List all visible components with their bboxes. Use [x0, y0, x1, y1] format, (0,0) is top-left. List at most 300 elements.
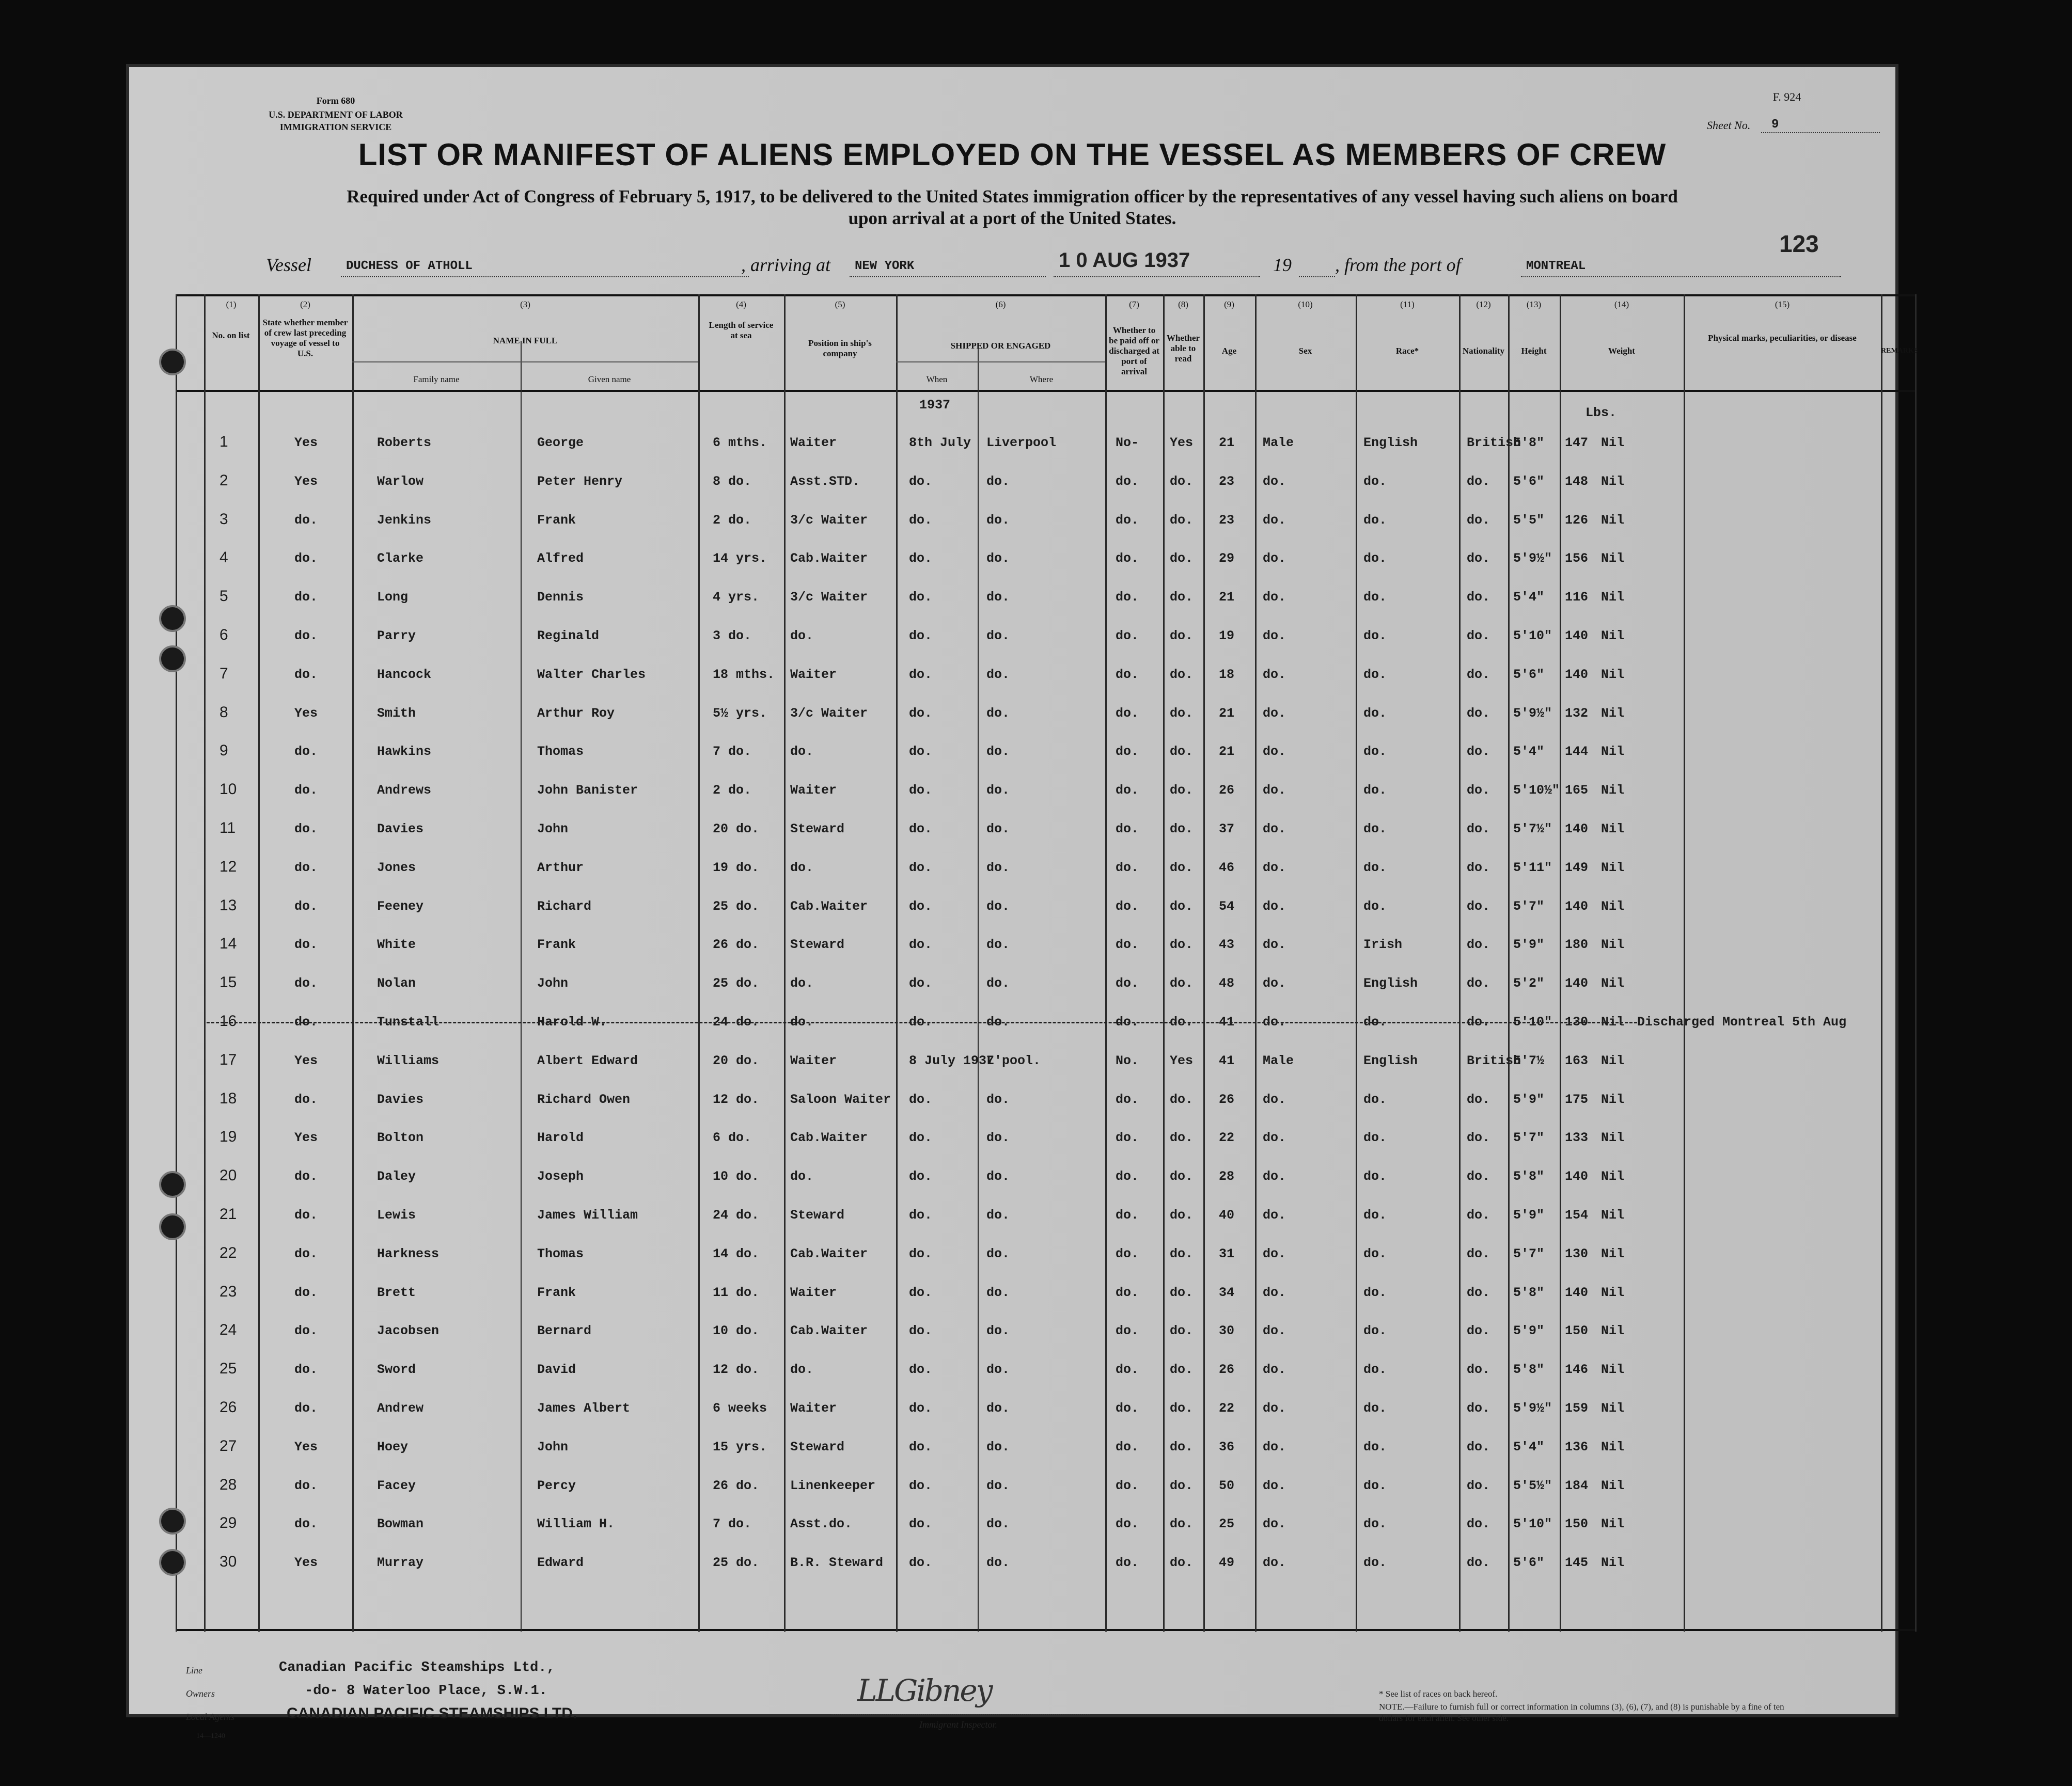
- shipped-when-cell: do.: [909, 705, 933, 721]
- able-read-cell: do.: [1170, 667, 1194, 682]
- age-cell: 30: [1219, 1323, 1235, 1339]
- position-cell: do.: [790, 1169, 814, 1184]
- service-length-cell: 10 do.: [713, 1169, 760, 1184]
- sex-cell: do.: [1263, 1516, 1286, 1532]
- row-number: 11: [219, 819, 236, 836]
- row-number: 2: [219, 471, 228, 489]
- age-cell: 50: [1219, 1478, 1235, 1493]
- able-read-cell: do.: [1170, 1401, 1194, 1416]
- weight-cell: 116: [1565, 590, 1589, 605]
- table-row: [176, 1464, 1916, 1502]
- service-length-cell: 8 do.: [713, 473, 752, 489]
- row-number: 28: [219, 1476, 237, 1493]
- state-cell: do.: [294, 1169, 318, 1184]
- header-family-name: Family name: [413, 374, 460, 384]
- shipped-where-cell: do.: [986, 628, 1010, 643]
- weight-cell: 126: [1565, 512, 1589, 528]
- row-number: 29: [219, 1514, 237, 1532]
- height-cell: 5'9½": [1513, 705, 1552, 721]
- note-penalty: NOTE.—Failure to furnish full or correct information in columns (3), (6), (7), and (8) is punishable by a fine of ten dollars for each alien. See other side.: [1379, 1702, 1784, 1723]
- service-length-cell: 26 do.: [713, 1478, 760, 1493]
- family-name-cell: Hawkins: [377, 744, 432, 760]
- header-race: Race*: [1395, 346, 1419, 356]
- family-name-cell: Jenkins: [377, 512, 432, 528]
- age-cell: 37: [1219, 821, 1235, 836]
- race-cell: do.: [1363, 1015, 1387, 1030]
- age-cell: 28: [1219, 1169, 1235, 1184]
- paid-off-cell: do.: [1116, 628, 1139, 643]
- row-number: 12: [219, 858, 237, 875]
- nationality-cell: do.: [1467, 783, 1490, 798]
- physical-marks-cell: Nil: [1601, 667, 1625, 682]
- given-name-cell: Arthur Roy: [537, 705, 615, 721]
- row-number: 9: [219, 742, 228, 760]
- service-length-cell: 2 do.: [713, 512, 752, 528]
- shipped-where-cell: do.: [986, 551, 1010, 566]
- race-cell: do.: [1363, 1362, 1387, 1378]
- height-cell: 5'7": [1513, 898, 1545, 914]
- weight-cell: 163: [1565, 1053, 1589, 1068]
- able-read-cell: do.: [1170, 937, 1194, 953]
- position-cell: Asst.do.: [790, 1516, 853, 1532]
- weight-cell: 156: [1565, 551, 1589, 566]
- family-name-cell: Bowman: [377, 1516, 424, 1532]
- shipped-when-cell: do.: [909, 1285, 933, 1300]
- height-cell: 5'9": [1513, 1092, 1545, 1107]
- given-name-cell: Richard: [537, 898, 592, 914]
- service-length-cell: 7 do.: [713, 1516, 752, 1532]
- shipped-when-cell: do.: [909, 1555, 933, 1571]
- sex-cell: do.: [1263, 628, 1286, 643]
- height-cell: 5'9": [1513, 937, 1545, 953]
- paid-off-cell: do.: [1116, 937, 1139, 953]
- able-read-cell: do.: [1170, 1130, 1194, 1146]
- position-cell: Steward: [790, 821, 845, 836]
- given-name-cell: David: [537, 1362, 576, 1378]
- shipped-when-cell: do.: [909, 473, 933, 489]
- service-length-cell: 24 do.: [713, 1208, 760, 1223]
- department-name: U.S. DEPARTMENT OF LABOR: [269, 109, 403, 120]
- age-cell: 36: [1219, 1439, 1235, 1455]
- inspector-label: Immigrant Inspector.: [919, 1719, 997, 1730]
- weight-cell: 140: [1565, 628, 1589, 643]
- physical-marks-cell: Nil: [1601, 435, 1625, 450]
- row-number: 24: [219, 1321, 237, 1339]
- state-cell: Yes: [294, 473, 318, 489]
- age-cell: 41: [1219, 1053, 1235, 1068]
- race-cell: do.: [1363, 1130, 1387, 1146]
- state-cell: do.: [294, 744, 318, 760]
- family-name-cell: Warlow: [377, 473, 424, 489]
- family-name-cell: Long: [377, 590, 409, 605]
- able-read-cell: do.: [1170, 783, 1194, 798]
- row-number: 10: [219, 781, 237, 798]
- family-name-cell: Davies: [377, 1092, 424, 1107]
- service-length-cell: 4 yrs.: [713, 590, 760, 605]
- agents-value: CANADIAN PACIFIC STEAMSHIPS LTD.: [287, 1705, 577, 1722]
- paid-off-cell: do.: [1116, 1439, 1139, 1455]
- given-name-cell: Thomas: [537, 1246, 584, 1261]
- race-cell: do.: [1363, 512, 1387, 528]
- shipped-where-cell: do.: [986, 1362, 1010, 1378]
- able-read-cell: do.: [1170, 1323, 1194, 1339]
- nationality-cell: do.: [1467, 1015, 1490, 1030]
- family-name-cell: Feeney: [377, 898, 424, 914]
- physical-marks-cell: Nil: [1601, 1053, 1625, 1068]
- shipped-when-cell: do.: [909, 860, 933, 875]
- service-length-cell: 7 do.: [713, 744, 752, 760]
- given-name-cell: George: [537, 435, 584, 450]
- age-cell: 21: [1219, 590, 1235, 605]
- nationality-cell: do.: [1467, 1285, 1490, 1300]
- colnum-11: (11): [1400, 299, 1415, 309]
- age-cell: 40: [1219, 1208, 1235, 1223]
- shipped-where-cell: do.: [986, 1516, 1010, 1532]
- header-where: Where: [1029, 374, 1054, 384]
- header-nationality: Nationality: [1462, 346, 1505, 356]
- shipped-where-cell: do.: [986, 1478, 1010, 1493]
- race-cell: do.: [1363, 1516, 1387, 1532]
- header-no-on-list: No. on list: [212, 330, 250, 340]
- given-name-cell: Peter Henry: [537, 473, 623, 489]
- able-read-cell: do.: [1170, 821, 1194, 836]
- state-cell: do.: [294, 1246, 318, 1261]
- nationality-cell: do.: [1467, 1439, 1490, 1455]
- colnum-1: (1): [226, 299, 237, 309]
- family-name-cell: Williams: [377, 1053, 439, 1068]
- height-cell: 5'7½": [1513, 821, 1552, 836]
- shipped-when-cell: do.: [909, 590, 933, 605]
- table-row: [176, 1271, 1916, 1309]
- sex-cell: do.: [1263, 1555, 1286, 1571]
- shipped-when-cell: do.: [909, 1169, 933, 1184]
- service-length-cell: 3 do.: [713, 628, 752, 643]
- nationality-cell: British: [1467, 435, 1521, 450]
- row-number: 8: [219, 703, 228, 721]
- shipped-when-cell: 8 July 1937: [909, 1053, 995, 1068]
- physical-marks-cell: Nil: [1601, 1401, 1625, 1416]
- race-cell: do.: [1363, 744, 1387, 760]
- service-length-cell: 10 do.: [713, 1323, 760, 1339]
- service-length-cell: 20 do.: [713, 821, 760, 836]
- paid-off-cell: do.: [1116, 1092, 1139, 1107]
- sex-cell: do.: [1263, 1285, 1286, 1300]
- sex-cell: do.: [1263, 1015, 1286, 1030]
- shipped-when-cell: do.: [909, 937, 933, 953]
- given-name-cell: Harold W.: [537, 1015, 607, 1030]
- age-cell: 41: [1219, 1015, 1235, 1030]
- shipped-when-cell: do.: [909, 783, 933, 798]
- family-name-cell: Facey: [377, 1478, 416, 1493]
- sex-cell: do.: [1263, 1439, 1286, 1455]
- state-cell: do.: [294, 551, 318, 566]
- row-number: 5: [219, 588, 228, 605]
- given-name-cell: William H.: [537, 1516, 615, 1532]
- weight-cell: 140: [1565, 667, 1589, 682]
- weight-cell: 148: [1565, 473, 1589, 489]
- shipped-when-cell: do.: [909, 1015, 933, 1030]
- height-cell: 5'9½": [1513, 551, 1552, 566]
- nationality-cell: do.: [1467, 1246, 1490, 1261]
- row-number: 26: [219, 1399, 237, 1416]
- given-name-cell: Edward: [537, 1555, 584, 1571]
- row-number: 17: [219, 1051, 237, 1068]
- shipped-where-cell: do.: [986, 1015, 1010, 1030]
- position-cell: Steward: [790, 937, 845, 953]
- nationality-cell: do.: [1467, 1323, 1490, 1339]
- given-name-cell: Joseph: [537, 1169, 584, 1184]
- table-row: [176, 1039, 1916, 1077]
- shipped-when-cell: do.: [909, 1323, 933, 1339]
- paid-off-cell: do.: [1116, 1285, 1139, 1300]
- race-cell: do.: [1363, 1169, 1387, 1184]
- nationality-cell: do.: [1467, 551, 1490, 566]
- table-row: [176, 1193, 1916, 1231]
- row-number: 14: [219, 935, 237, 953]
- date-line: [1054, 276, 1260, 277]
- paid-off-cell: do.: [1116, 1555, 1139, 1571]
- family-name-cell: Lewis: [377, 1208, 416, 1223]
- given-name-cell: Frank: [537, 512, 576, 528]
- table-row: [176, 653, 1916, 691]
- table-row: [176, 846, 1916, 884]
- date-stamp: 1 0 AUG 1937: [1059, 249, 1190, 272]
- line-label: Line: [186, 1665, 203, 1676]
- sex-cell: do.: [1263, 1130, 1286, 1146]
- state-cell: do.: [294, 937, 318, 953]
- from-line: [1521, 276, 1841, 277]
- row-number: 15: [219, 974, 237, 991]
- height-cell: 5'6": [1513, 1555, 1545, 1571]
- state-cell: Yes: [294, 1555, 318, 1571]
- page-title: LIST OR MANIFEST OF ALIENS EMPLOYED ON THE VESSEL AS MEMBERS OF CREW: [358, 137, 1667, 172]
- age-cell: 34: [1219, 1285, 1235, 1300]
- service-length-cell: 25 do.: [713, 1555, 760, 1571]
- row-number: 13: [219, 896, 237, 914]
- height-cell: 5'9": [1513, 1208, 1545, 1223]
- age-cell: 21: [1219, 435, 1235, 450]
- shipped-when-cell: do.: [909, 1208, 933, 1223]
- paid-off-cell: do.: [1116, 1362, 1139, 1378]
- weight-cell: 140: [1565, 898, 1589, 914]
- weight-cell: 175: [1565, 1092, 1589, 1107]
- shipped-where-cell: do.: [986, 976, 1010, 991]
- race-cell: do.: [1363, 783, 1387, 798]
- service-length-cell: 26 do.: [713, 937, 760, 953]
- shipped-where-cell: do.: [986, 512, 1010, 528]
- row-number: 3: [219, 510, 228, 528]
- age-cell: 21: [1219, 744, 1235, 760]
- weight-cell: 159: [1565, 1401, 1589, 1416]
- position-cell: Cab.Waiter: [790, 551, 868, 566]
- service-length-cell: 6 weeks: [713, 1401, 767, 1416]
- punch-hole: [159, 645, 186, 672]
- height-cell: 5'10": [1513, 1015, 1552, 1030]
- family-name-cell: Andrews: [377, 783, 432, 798]
- nationality-cell: do.: [1467, 898, 1490, 914]
- shipped-when-cell: do.: [909, 1246, 933, 1261]
- state-cell: Yes: [294, 1439, 318, 1455]
- table-row: [176, 614, 1916, 652]
- height-cell: 5'9": [1513, 1323, 1545, 1339]
- nationality-cell: do.: [1467, 1169, 1490, 1184]
- race-cell: do.: [1363, 1246, 1387, 1261]
- height-cell: 5'2": [1513, 976, 1545, 991]
- service-length-cell: 11 do.: [713, 1285, 760, 1300]
- vessel-label: Vessel: [266, 255, 311, 275]
- inspector-signature: LLGibney: [857, 1673, 992, 1708]
- shipped-where-cell: do.: [986, 1323, 1010, 1339]
- family-name-cell: Clarke: [377, 551, 424, 566]
- position-cell: 3/c Waiter: [790, 512, 868, 528]
- arriving-value: NEW YORK: [855, 259, 915, 273]
- service-length-cell: 19 do.: [713, 860, 760, 875]
- age-cell: 43: [1219, 937, 1235, 953]
- year-note: 1937: [919, 398, 951, 413]
- nationality-cell: do.: [1467, 821, 1490, 836]
- service-length-cell: 5½ yrs.: [713, 705, 767, 721]
- paid-off-cell: do.: [1116, 821, 1139, 836]
- position-cell: do.: [790, 628, 814, 643]
- height-cell: 5'8": [1513, 1285, 1545, 1300]
- race-cell: do.: [1363, 551, 1387, 566]
- state-cell: do.: [294, 1362, 318, 1378]
- sex-cell: Male: [1263, 1053, 1294, 1068]
- nationality-cell: do.: [1467, 1478, 1490, 1493]
- table-row: [176, 1155, 1916, 1193]
- agents-label: Local Agents: [186, 1712, 235, 1722]
- shipped-when-cell: do.: [909, 1362, 933, 1378]
- shipped-where-cell: do.: [986, 1555, 1010, 1571]
- from-value: MONTREAL: [1526, 259, 1586, 273]
- colnum-3: (3): [520, 299, 530, 309]
- age-cell: 29: [1219, 551, 1235, 566]
- header-given-name: Given name: [588, 374, 631, 384]
- shipped-when-cell: do.: [909, 898, 933, 914]
- physical-marks-cell: Nil: [1601, 860, 1625, 875]
- service-length-cell: 25 do.: [713, 976, 760, 991]
- physical-marks-cell: Nil: [1601, 744, 1625, 760]
- service-length-cell: 12 do.: [713, 1362, 760, 1378]
- position-cell: Waiter: [790, 1053, 837, 1068]
- punch-hole: [159, 1549, 186, 1576]
- age-cell: 26: [1219, 1362, 1235, 1378]
- table-row: [176, 768, 1916, 807]
- race-cell: do.: [1363, 590, 1387, 605]
- nationality-cell: do.: [1467, 860, 1490, 875]
- header-name-in-full: NAME IN FULL: [493, 336, 558, 345]
- year-label: 19: [1273, 255, 1292, 275]
- able-read-cell: do.: [1170, 590, 1194, 605]
- form-number: Form 680: [316, 96, 355, 106]
- nationality-cell: do.: [1467, 628, 1490, 643]
- given-name-cell: Thomas: [537, 744, 584, 760]
- sex-cell: do.: [1263, 473, 1286, 489]
- weight-cell: 149: [1565, 860, 1589, 875]
- position-cell: Asst.STD.: [790, 473, 860, 489]
- age-cell: 48: [1219, 976, 1235, 991]
- colnum-2: (2): [300, 299, 310, 309]
- service-length-cell: 25 do.: [713, 898, 760, 914]
- race-cell: do.: [1363, 473, 1387, 489]
- height-cell: 5'10": [1513, 628, 1552, 643]
- nationality-cell: do.: [1467, 667, 1490, 682]
- height-cell: 5'8": [1513, 1362, 1545, 1378]
- weight-cell: 144: [1565, 744, 1589, 760]
- weight-cell: 133: [1565, 1130, 1589, 1146]
- colnum-5: (5): [835, 299, 845, 309]
- state-cell: do.: [294, 1015, 318, 1030]
- nationality-cell: do.: [1467, 1130, 1490, 1146]
- height-cell: 5'5½": [1513, 1478, 1552, 1493]
- sex-cell: do.: [1263, 1208, 1286, 1223]
- nationality-cell: do.: [1467, 1362, 1490, 1378]
- owners-label: Owners: [186, 1688, 215, 1699]
- race-cell: English: [1363, 1053, 1418, 1068]
- position-cell: Waiter: [790, 1285, 837, 1300]
- physical-marks-cell: Nil: [1601, 937, 1625, 953]
- family-name-cell: Jacobsen: [377, 1323, 439, 1339]
- weight-cell: 150: [1565, 1323, 1589, 1339]
- shipped-when-cell: do.: [909, 667, 933, 682]
- weight-cell: 145: [1565, 1555, 1589, 1571]
- header-remarks: REMARKS: [1881, 347, 1918, 355]
- service-name: IMMIGRATION SERVICE: [279, 122, 392, 132]
- table-row: [176, 1541, 1916, 1579]
- colnum-13: (13): [1526, 299, 1542, 309]
- sex-cell: do.: [1263, 512, 1286, 528]
- age-cell: 26: [1219, 1092, 1235, 1107]
- race-cell: do.: [1363, 1208, 1387, 1223]
- colnum-6: (6): [995, 299, 1006, 309]
- physical-marks-cell: Nil: [1601, 1092, 1625, 1107]
- physical-marks-cell: Nil: [1601, 590, 1625, 605]
- shipped-where-cell: do.: [986, 1439, 1010, 1455]
- row-number: 30: [219, 1553, 237, 1571]
- paid-off-cell: do.: [1116, 1323, 1139, 1339]
- nationality-cell: do.: [1467, 1208, 1490, 1223]
- able-read-cell: do.: [1170, 1092, 1194, 1107]
- shipped-where-cell: L'pool.: [986, 1053, 1041, 1068]
- weight-cell: 130: [1565, 1246, 1589, 1261]
- row-number: 27: [219, 1437, 237, 1455]
- table-row: [176, 575, 1916, 613]
- height-cell: 5'10": [1513, 1516, 1552, 1532]
- table-row: [176, 1386, 1916, 1425]
- age-cell: 54: [1219, 898, 1235, 914]
- state-cell: do.: [294, 667, 318, 682]
- header-length-service: Length of service at sea: [709, 320, 774, 340]
- shipped-where-cell: do.: [986, 783, 1010, 798]
- sex-cell: do.: [1263, 551, 1286, 566]
- race-cell: do.: [1363, 1478, 1387, 1493]
- family-name-cell: Roberts: [377, 435, 432, 450]
- sex-cell: do.: [1263, 1246, 1286, 1261]
- age-cell: 26: [1219, 783, 1235, 798]
- height-cell: 5'8": [1513, 435, 1545, 450]
- state-cell: do.: [294, 1516, 318, 1532]
- state-cell: do.: [294, 590, 318, 605]
- race-cell: do.: [1363, 667, 1387, 682]
- weight-cell: 146: [1565, 1362, 1589, 1378]
- paid-off-cell: do.: [1116, 705, 1139, 721]
- service-length-cell: 2 do.: [713, 783, 752, 798]
- header-when: When: [926, 374, 948, 384]
- shipped-where-cell: do.: [986, 1092, 1010, 1107]
- shipped-when-cell: do.: [909, 512, 933, 528]
- physical-marks-cell: Nil: [1601, 1285, 1625, 1300]
- shipped-where-cell: do.: [986, 590, 1010, 605]
